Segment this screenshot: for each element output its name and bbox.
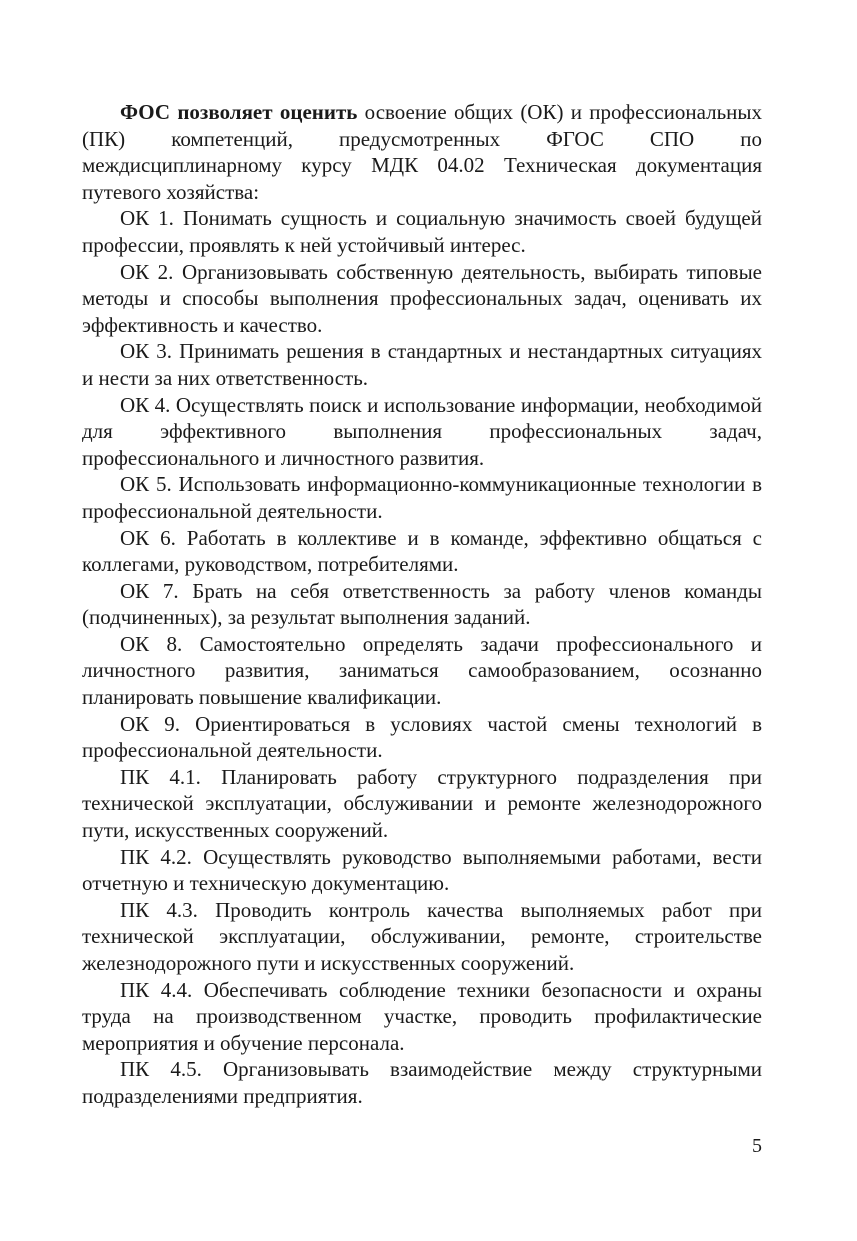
competency-ok-8: ОК 8. Самостоятельно определять задачи профессионального и личностного развития, заниматься самообразованием, осознанно планировать повышение квалификации. bbox=[82, 631, 762, 710]
competency-pk-4-5: ПК 4.5. Организовывать взаимодействие между структурными подразделениями предприятия. bbox=[82, 1057, 762, 1108]
competency-ok-9: ОК 9. Ориентироваться в условиях частой смены технологий в профессиональной деятельности. bbox=[82, 711, 762, 763]
competency-ok-4: ОК 4. Осуществлять поиск и использование информации, необходимой для эффективного выполнения профессиональных задач, профессионального и личностного развития. bbox=[82, 392, 762, 470]
intro-paragraph bbox=[82, 99, 762, 205]
page-number: 5 bbox=[752, 1135, 762, 1157]
intro-text: освоение общих (ОК) и профессиональных (ПК) компетенций, предусмотренных ФГОС СПО по междисциплинарному курсу МДК 04.02 Техническая документация путевого хозяйства: bbox=[82, 100, 762, 204]
competency-ok-1: ОК 1. Понимать сущность и социальную значимость своей будущей профессии, проявлять к ней устойчивый интерес. bbox=[82, 206, 762, 257]
competency-ok-3: ОК 3. Принимать решения в стандартных и нестандартных ситуациях и нести за них ответственность. bbox=[82, 339, 762, 390]
competency-pk-4-4: ПК 4.4. Обеспечивать соблюдение техники безопасности и охраны труда на производственном участке, проводить профилактические мероприятия и обучение персонала. bbox=[82, 977, 762, 1055]
competency-pk-4-1: ПК 4.1. Планировать работу структурного подразделения при технической эксплуатации, обслуживании и ремонте железнодорожного пути, искусственных сооружений. bbox=[82, 764, 762, 843]
competency-ok-2: ОК 2. Организовывать собственную деятельность, выбирать типовые методы и способы выполнения профессиональных задач, оценивать их эффективность и качество. bbox=[82, 259, 762, 337]
competency-pk-4-2: ПК 4.2. Осуществлять руководство выполняемыми работами, вести отчетную и техническую документацию. bbox=[82, 844, 762, 896]
competency-ok-6: ОК 6. Работать в коллективе и в команде, эффективно общаться с коллегами, руководством, потребителями. bbox=[82, 525, 762, 577]
page-body bbox=[82, 99, 762, 1110]
competency-pk-4-3: ПК 4.3. Проводить контроль качества выполняемых работ при технической эксплуатации, обслуживании, ремонте, строительстве железнодорожного пути и искусственных сооружений. bbox=[82, 897, 762, 975]
competency-ok-7: ОК 7. Брать на себя ответственность за работу членов команды (подчиненных), за результат выполнения заданий. bbox=[82, 578, 762, 630]
competency-ok-5: ОК 5. Использовать информационно-коммуникационные технологии в профессиональной деятельности. bbox=[82, 472, 762, 523]
intro-bold-lead: ФОС позволяет оценить bbox=[120, 100, 358, 124]
